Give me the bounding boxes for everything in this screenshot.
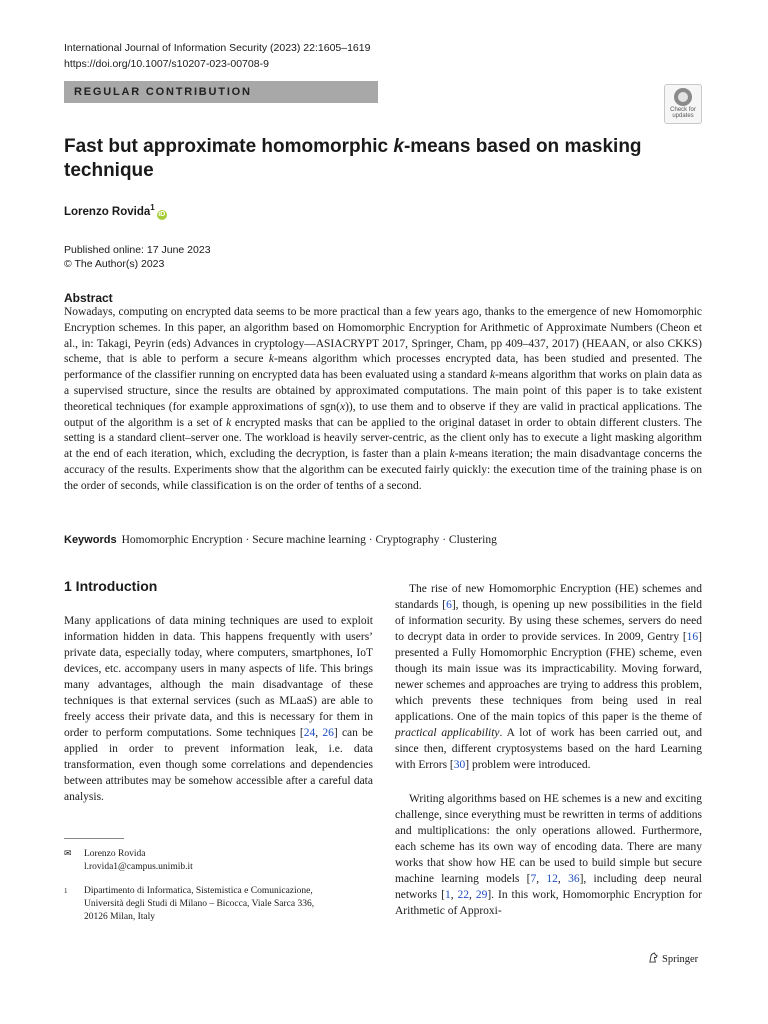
journal-header — [64, 40, 370, 72]
crossmark-icon — [674, 88, 692, 106]
keywords-list: Homomorphic Encryption · Secure machine learning · Cryptography · Clustering — [121, 534, 497, 546]
author-affiliation-marker: 1 — [150, 203, 155, 212]
citation-link[interactable]: 36 — [568, 873, 580, 885]
citation-link[interactable]: 1 — [444, 889, 451, 901]
abstract-text: Nowadays, computing on encrypted data seems to be more practical than a few years ago, thanks to the emergence of new Homomorphic Encryption schemes. In this paper, an algorithm based on Homomorphic Encryption for Arithmetic of Approximate Numbers (Cheon et al., in: Takagi, Peyrin (eds) Advances in cryptology—ASIACRYPT 2017, Springer, Cham, pp 409–437, 2017) (HEAAN, or also CKKS) scheme, that is able to perform a secure k-means algorithm which processes encrypted data, has been studied and presented. The performance of the classifier running on encrypted data has been evaluated using a standard k-means algorithm that works on plain data as a supervised structure, since the results are obtained by approximated computations. The main point of this paper is to take existent theoretical techniques (for example approximations of sgn(x)), to use them and to observe if they are valid in practical applications. The output of the algorithm is a set of k encrypted masks that can be applied to the original dataset in order to obtain different clusters. The setting is a standard client–server one. The workload is heavily server-centric, as the client only has to execute a light masking algorithm at the end of each iteration, which, excluding the decryption, is faster than a plain k-means iteration; the main disadvantage concerns the accuracy of the results. Experiments show that the algorithm can be executed fairly quickly: the execution time of the training phase is on the order of seconds, while classification is on the order of tenths of a second. — [64, 306, 703, 492]
check-for-updates-label: Check for updates — [670, 107, 696, 119]
affiliation-line-2: Università degli Studi di Milano – Bicocca, Viale Sarca 336, — [84, 899, 315, 909]
publisher-logo — [648, 952, 698, 965]
corresponding-author-name: Lorenzo Rovida — [84, 849, 146, 859]
springer-horse-icon — [648, 952, 659, 963]
intro-paragraph-1: Many applications of data mining techniques are used to exploit information hidden in data. This happens frequently with users’ private data, especially today, where computers, smartphones, IoT devices, etc. accompany users in many aspects of life. This brings many advantages, although the main disadvantage of these techniques is that external services (such as MLaaS) are able to freely access their private data, and this is necessary for them in order to perform computations. Some techniques [24, 26] can be applied in order to prevent information leak, i.e. data transformation, even though some correlations and dependencies between attributes may be somehow accessible after a careful data analysis. — [64, 615, 373, 803]
citation-link[interactable]: 24 — [303, 727, 316, 739]
copyright: © The Author(s) 2023 — [64, 258, 165, 270]
journal-citation: International Journal of Information Security (2023) 22:1605–1619 — [64, 42, 371, 54]
footnote-divider — [64, 838, 124, 839]
citation-link[interactable]: 12 — [546, 873, 558, 885]
article-type-banner: REGULAR CONTRIBUTION — [64, 81, 378, 103]
affiliation-number: 1 — [64, 887, 68, 895]
citation-link[interactable]: 6 — [446, 599, 452, 611]
citation-link[interactable]: 22 — [457, 889, 470, 901]
citation-link[interactable]: 16 — [686, 631, 699, 643]
author-name[interactable]: Lorenzo Rovida — [64, 205, 151, 218]
section-heading-introduction: 1 Introduction — [64, 578, 158, 594]
affiliation-line-1: Dipartimento di Informatica, Sistemistica e Comunicazione, — [84, 886, 313, 896]
affiliation — [64, 885, 314, 924]
paper-title: Fast but approximate homomorphic k-means based on masking technique — [64, 136, 642, 181]
published-date: Published online: 17 June 2023 — [64, 244, 211, 256]
keywords-label: Keywords — [64, 534, 117, 546]
citation-link[interactable]: 26 — [322, 727, 334, 739]
citation-link[interactable]: 30 — [453, 759, 466, 771]
check-for-updates-button[interactable] — [664, 84, 702, 124]
envelope-icon: ✉ — [64, 849, 72, 859]
publication-info — [64, 243, 211, 271]
intro-paragraph-3: Writing algorithms based on HE schemes is a new and exciting challenge, since everything must be rewritten in terms of additions and multiplications: the only operations allowed. Furthermore, each scheme has its own way of encoding data. There are many works that show how HE can be used to build simple but secure machine learning models [7, 12, 36], including deep neural networks [1, 22, 29]. In this work, Homomorphic Encryption for Arithmetic of Approxi- — [395, 793, 703, 917]
affiliation-line-3: 20126 Milan, Italy — [84, 912, 155, 922]
abstract-heading: Abstract — [64, 291, 113, 305]
corresponding-author — [64, 848, 193, 874]
keywords — [64, 534, 497, 546]
publisher-name: Springer — [662, 954, 699, 965]
orcid-icon[interactable]: iD — [158, 210, 166, 218]
intro-paragraph-2: The rise of new Homomorphic Encryption (HE) schemes and standards [6], though, is opening up new possibilities in the field of information security. By using these schemes, servers do need to decrypt data in order to provide services. In 2009, Gentry [16] presented a Fully Homomorphic Encryption (FHE) scheme, even though its main issue was its impracticability. Moving forward, newer schemes and approaches are trying to address this problem, which prevents these techniques from being used in real applications. One of the main topics of this paper is the theme of practical applicability. A lot of work has been carried out, and since then, different cryptosystems based on the hard Learning with Errors [30] problem were introduced. — [395, 583, 702, 771]
author-line — [64, 203, 167, 220]
citation-link[interactable]: 29 — [475, 889, 488, 901]
corresponding-author-email[interactable]: l.rovida1@campus.unimib.it — [84, 862, 193, 872]
doi-link[interactable]: https://doi.org/10.1007/s10207-023-00708-9 — [64, 58, 269, 70]
citation-link[interactable]: 7 — [530, 873, 537, 885]
